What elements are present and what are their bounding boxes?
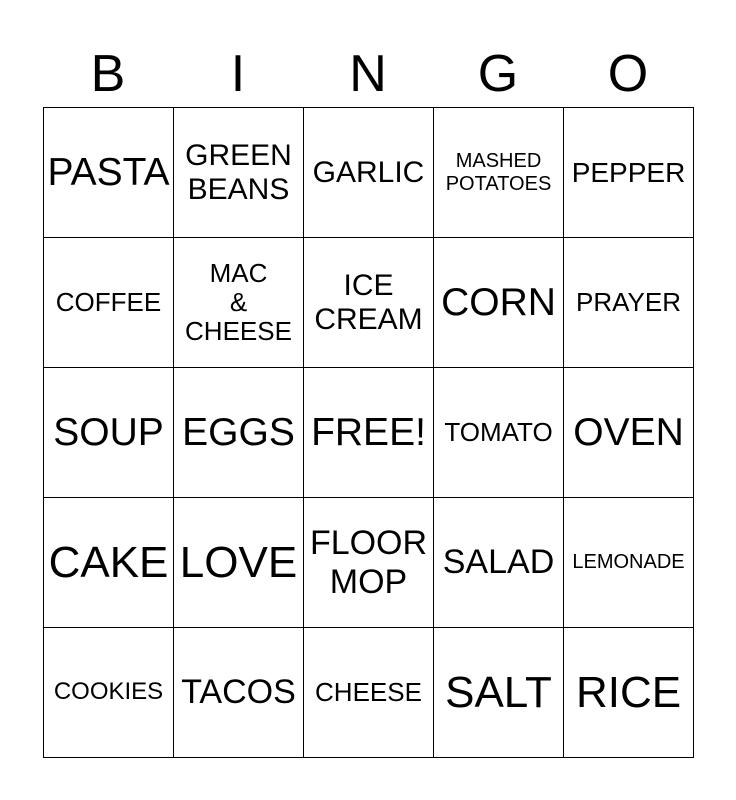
bingo-cell[interactable]: [174, 368, 304, 498]
cell-label: CHEESE: [315, 676, 422, 707]
bingo-board: [43, 107, 694, 758]
cell-label: LOVE: [179, 537, 298, 587]
cell-label: SOUP: [53, 410, 164, 454]
bingo-cell[interactable]: [564, 238, 694, 368]
cell-label: RICE: [575, 667, 682, 717]
header-letter-g: G: [477, 45, 519, 103]
bingo-cell[interactable]: [174, 628, 304, 758]
bingo-cell[interactable]: [564, 498, 694, 628]
bingo-cell[interactable]: [44, 238, 174, 368]
bingo-cell[interactable]: [304, 498, 434, 628]
cell-label: FLOOR MOP: [309, 524, 428, 601]
bingo-cell[interactable]: [434, 628, 564, 758]
cell-label: OVEN: [573, 410, 684, 454]
bingo-cell[interactable]: [564, 368, 694, 498]
header-letter-b: B: [90, 45, 126, 103]
cell-label: FREE!: [311, 410, 426, 454]
bingo-cell[interactable]: [304, 108, 434, 238]
cell-label: MASHED POTATOES: [445, 150, 552, 195]
bingo-header: [43, 40, 693, 108]
free-space-cell[interactable]: [304, 368, 434, 498]
bingo-cell[interactable]: [174, 498, 304, 628]
bingo-cell[interactable]: [434, 368, 564, 498]
header-letter-o: O: [607, 45, 649, 103]
cell-label: TACOS: [181, 673, 296, 712]
bingo-cell[interactable]: [44, 498, 174, 628]
cell-label: MAC & CHEESE: [185, 257, 292, 347]
bingo-cell[interactable]: [174, 108, 304, 238]
bingo-cell[interactable]: [434, 498, 564, 628]
cell-label: GREEN BEANS: [185, 138, 292, 206]
cell-label: SALAD: [442, 543, 555, 582]
bingo-cell[interactable]: [304, 238, 434, 368]
cell-label: LEMONADE: [572, 551, 685, 574]
cell-label: PASTA: [47, 150, 170, 194]
bingo-cell[interactable]: [434, 108, 564, 238]
bingo-cell[interactable]: [44, 368, 174, 498]
cell-label: ICE CREAM: [314, 268, 423, 336]
cell-label: SALT: [445, 667, 552, 717]
cell-label: COFFEE: [55, 286, 162, 317]
bingo-cell[interactable]: [564, 108, 694, 238]
bingo-cell[interactable]: [44, 108, 174, 238]
cell-label: PEPPER: [571, 156, 686, 188]
header-letter-n: N: [349, 45, 387, 103]
bingo-cell[interactable]: [174, 238, 304, 368]
cell-label: CAKE: [48, 537, 169, 587]
cell-label: CORN: [441, 280, 556, 324]
header-letter-i: I: [230, 45, 246, 103]
bingo-cell[interactable]: [564, 628, 694, 758]
cell-label: GARLIC: [312, 155, 425, 189]
bingo-cell[interactable]: [304, 628, 434, 758]
cell-label: PRAYER: [576, 286, 681, 317]
cell-label: TOMATO: [444, 416, 553, 447]
bingo-cell[interactable]: [434, 238, 564, 368]
bingo-cell[interactable]: [44, 628, 174, 758]
cell-label: EGGS: [182, 410, 295, 454]
cell-label: COOKIES: [53, 678, 164, 706]
